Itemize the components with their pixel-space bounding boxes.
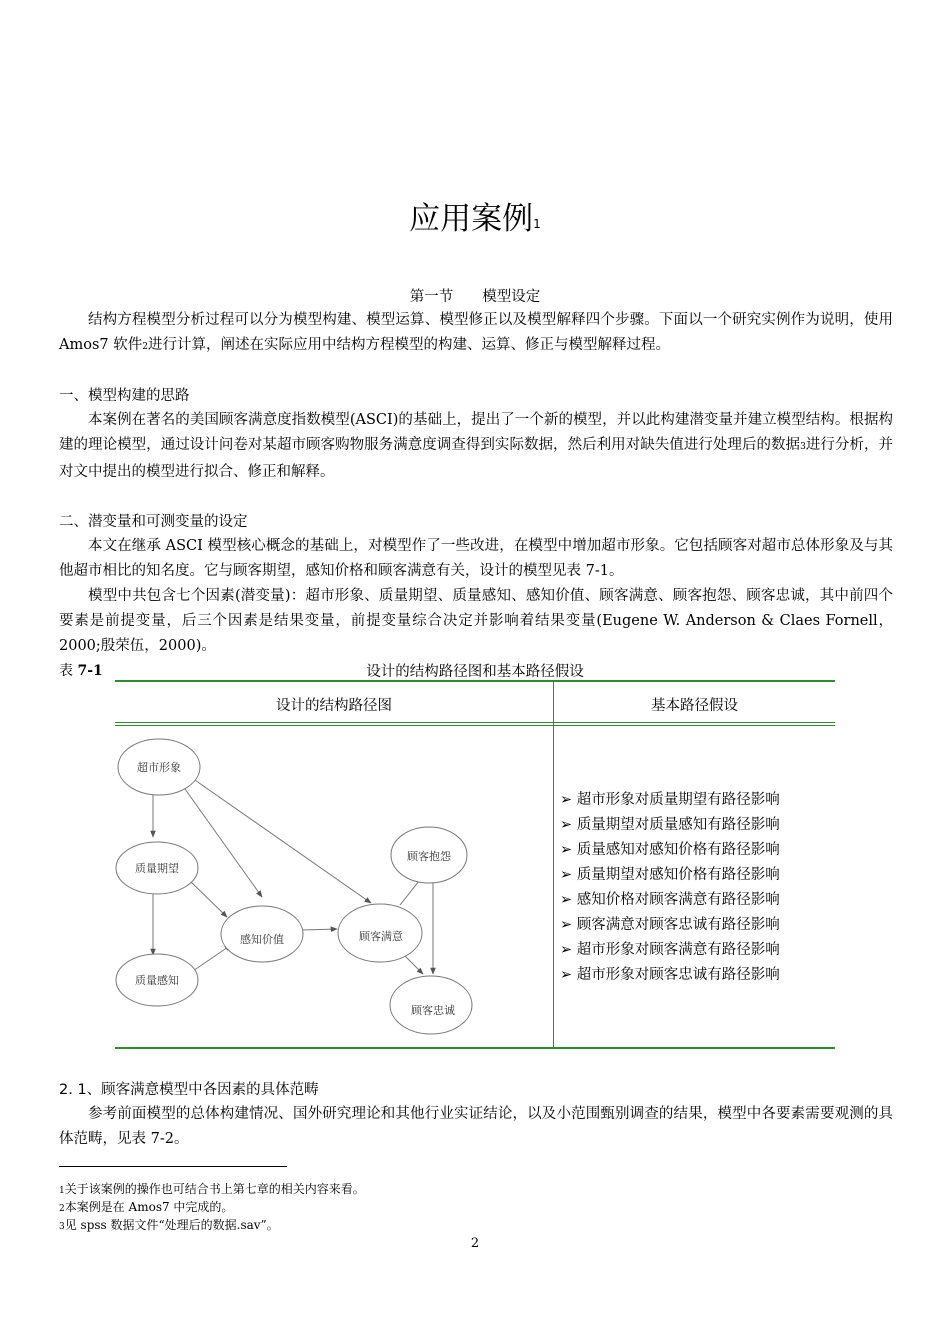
heading-variables: 二、潜变量和可测变量的设定 (59, 514, 248, 530)
edge-value-satisfaction (302, 929, 337, 930)
footnote-2: 2本案例是在 Amos7 中完成的。 (59, 1200, 234, 1214)
paragraph-factors: 模型中共包含七个因素(潜变量)：超市形象、质量期望、质量感知、感知价值、顾客满意、顾客抱怨、顾客忠诚，其中前四个要素是前提变量，后三个因素是结果变量，前提变量综合决定并影响着结果变量(Eugene W. Anderson & Claes Fornell，2000;殷荣伍，2000)。 (59, 588, 893, 654)
heading-factor-scope: 2. 1、顾客满意模型中各因素的具体范畴 (59, 1082, 319, 1098)
node-complaint-label: 顾客抱怨 (407, 850, 451, 863)
node-quality-label: 质量感知 (135, 974, 179, 987)
hypotheses-list (560, 788, 780, 988)
title-footnote-mark: 1 (533, 217, 541, 231)
node-expectation-label: 质量期望 (135, 862, 179, 875)
structural-path-diagram (115, 727, 553, 1045)
table-bottom-rule (115, 1047, 835, 1049)
footnote-1: 1关于该案例的操作也可结合书上第七章的相关内容来看。 (59, 1182, 365, 1196)
bullet-arrow-icon: ➢ (560, 892, 573, 908)
node-image-label: 超市形象 (137, 761, 181, 774)
hypothesis-item: ➢ 质量期望对质量感知有路径影响 (560, 817, 780, 833)
page-title: 应用案例$^1$ (409, 201, 541, 237)
table-header-hypotheses: 基本路径假设 (651, 698, 738, 714)
table-caption: 设计的结构路径图和基本路径假设 (366, 664, 584, 680)
bullet-arrow-icon: ➢ (560, 942, 573, 958)
table-header-rule-2 (115, 725, 835, 726)
hypothesis-item: ➢ 超市形象对顾客忠诚有路径影响 (560, 967, 780, 983)
node-satisfaction-label: 顾客满意 (359, 930, 403, 943)
footnote-separator (59, 1166, 287, 1167)
paragraph-factor-scope: 参考前面模型的总体构建情况、国外研究理论和其他行业实证结论，以及小范围甄别调查的结果，模型中各要素需要观测的具体范畴，见表 7-2。 (59, 1106, 893, 1147)
hypothesis-item: ➢ 感知价格对顾客满意有路径影响 (560, 892, 780, 908)
bullet-arrow-icon: ➢ (560, 817, 573, 833)
table-column-divider (553, 682, 554, 1047)
hypothesis-item: ➢ 质量感知对感知价格有路径影响 (560, 842, 780, 858)
footnote-3: 3见 spss 数据文件“处理后的数据.sav”。 (59, 1218, 279, 1232)
edge-quality-value (190, 945, 231, 973)
page-number: 2 (470, 1236, 480, 1251)
hypothesis-item: ➢ 超市形象对顾客满意有路径影响 (560, 942, 780, 958)
node-loyalty-label: 顾客忠诚 (411, 1004, 455, 1017)
intro-paragraph: 结构方程模型分析过程可以分为模型构建、模型运算、模型修正以及模型解释四个步骤。下面以一个研究实例作为说明，使用 Amos7 软件2进行计算，阐述在实际应用中结构方程模型的构建、运算、修正与模型解释过程。 (59, 312, 893, 353)
hypothesis-item: ➢ 质量期望对感知价格有路径影响 (560, 867, 780, 883)
table-header-diagram: 设计的结构路径图 (276, 698, 392, 714)
node-value-label: 感知价值 (240, 933, 284, 946)
bullet-arrow-icon: ➢ (560, 842, 573, 858)
bullet-arrow-icon: ➢ (560, 917, 573, 933)
paragraph-variables: 本文在继承 ASCI 模型核心概念的基础上，对模型作了一些改进，在模型中增加超市形象。它包括顾客对超市总体形象及与其他超市相比的知名度。它与顾客期望，感知价格和顾客满意有关，设计的模型见表 7-1。 (59, 538, 893, 579)
edge-image-satisfaction (192, 778, 371, 903)
hypothesis-item: ➢ 顾客满意对顾客忠诚有路径影响 (560, 917, 780, 933)
edge-expectation-value (190, 881, 227, 917)
paragraph-model-construction: 本案例在著名的美国顾客满意度指数模型(ASCI)的基础上，提出了一个新的模型，并以此构建潜变量并建立模型结构。根据构建的理论模型，通过设计问卷对某超市顾客购物服务满意度调查得到实际数据，然后利用对缺失值进行处理后的数据3进行分析，并对文中提出的模型进行拟合、修正和解释。 (59, 412, 893, 480)
section-title: 第一节 模型设定 (409, 289, 541, 305)
table-top-rule (115, 680, 835, 682)
table-header-rule-1 (115, 722, 835, 723)
bullet-arrow-icon: ➢ (560, 967, 573, 983)
bullet-arrow-icon: ➢ (560, 792, 573, 808)
table-label: 表 7-1 (59, 663, 103, 679)
heading-model-construction: 一、模型构建的思路 (59, 388, 190, 404)
hypothesis-item: ➢ 超市形象对质量期望有路径影响 (560, 792, 780, 808)
bullet-arrow-icon: ➢ (560, 867, 573, 883)
